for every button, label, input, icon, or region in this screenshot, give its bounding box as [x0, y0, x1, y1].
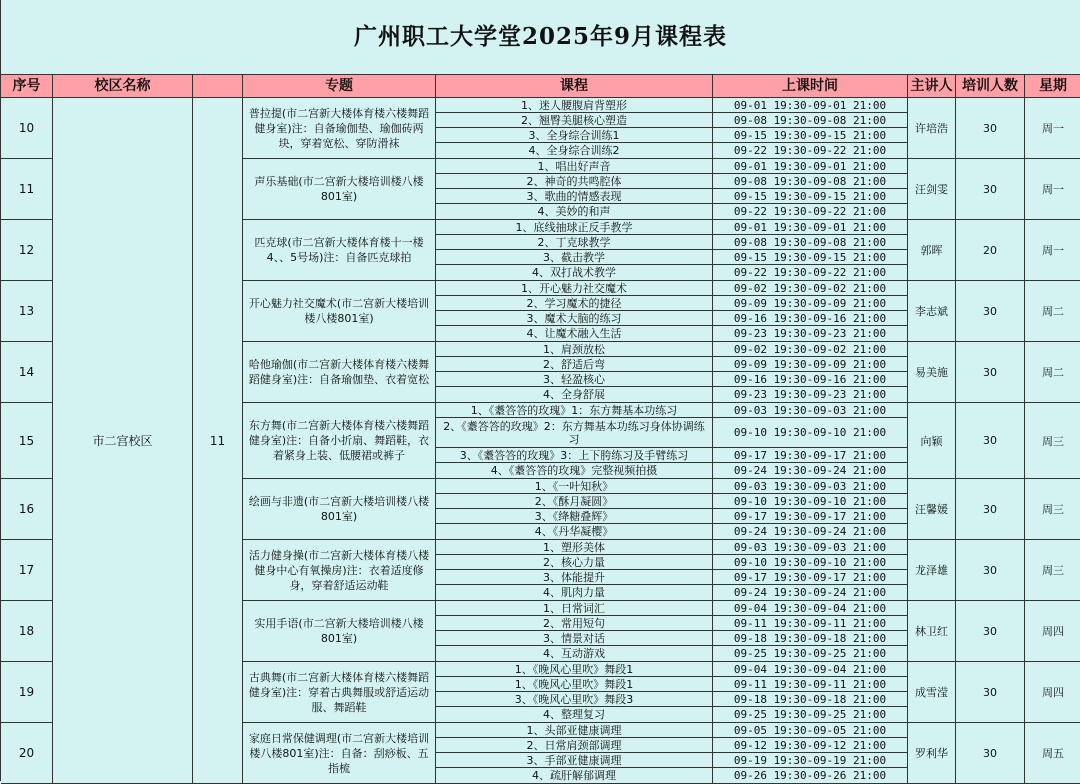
course-cell: 4、全身综合训练2 — [436, 143, 713, 158]
time-cell: 09-24 19:30-09-24 21:00 — [713, 524, 908, 539]
header-count: 培训人数 — [956, 75, 1025, 97]
course-cell: 4、让魔术融入生活 — [436, 326, 713, 341]
course-cell: 3、魔术大脑的练习 — [436, 311, 713, 326]
time-cell: 09-16 19:30-09-16 21:00 — [713, 372, 908, 387]
time-cell: 09-09 19:30-09-09 21:00 — [713, 357, 908, 372]
weekday-cell: 周四 — [1042, 625, 1064, 638]
topic-cell: 开心魅力社交魔术(市二宫新大楼培训楼八楼801室) — [243, 281, 436, 341]
count-cell: 30 — [956, 662, 1025, 722]
course-cell: 1、迷人腰腹肩背塑形 — [436, 98, 713, 113]
course-cell: 3、手部亚健康调理 — [436, 753, 713, 768]
count-cell: 30 — [956, 159, 1025, 219]
topic-cell: 匹克球(市二宫新大楼体育楼十一楼4、、5号场)注：自备匹克球拍 — [243, 220, 436, 280]
topic-column — [243, 98, 1080, 784]
course-cell: 2、《酥月凝圆》 — [436, 494, 713, 509]
header-seq: 序号 — [1, 75, 53, 97]
course-cell: 1、《晚风心里吹》舞段1 — [436, 677, 713, 692]
session-list — [436, 281, 908, 341]
table-row — [243, 220, 1080, 281]
time-cell: 09-03 19:30-09-03 21:00 — [713, 540, 908, 555]
topic-cell: 实用手语(市二宫新大楼培训楼八楼801室) — [243, 601, 436, 661]
lecturer-cell: 向颖 — [908, 403, 956, 478]
course-cell: 3、情景对话 — [436, 631, 713, 646]
course-cell: 2、舒适后弯 — [436, 357, 713, 372]
session-list — [436, 662, 908, 722]
time-cell: 09-25 19:30-09-25 21:00 — [713, 707, 908, 722]
course-cell: 3、截击教学 — [436, 250, 713, 265]
course-cell: 4、互动游戏 — [436, 646, 713, 661]
course-cell: 2、神奇的共鸣腔体 — [436, 174, 713, 189]
seq-cell: 12 — [1, 220, 53, 281]
time-cell: 09-22 19:30-09-22 21:00 — [713, 143, 908, 158]
lecturer-cell: 汪剑雯 — [908, 159, 956, 219]
topic-cell: 东方舞(市二宫新大楼体育楼六楼舞蹈健身室)注：自备小折扇、舞蹈鞋，衣着紧身上装、低腰裙或裤子 — [243, 403, 436, 478]
weekday-cell: 周一 — [1042, 122, 1064, 135]
time-cell: 09-22 19:30-09-22 21:00 — [713, 265, 908, 280]
table-row — [243, 342, 1080, 403]
session-list — [436, 220, 908, 280]
seq-cell: 13 — [1, 281, 53, 342]
table-row — [243, 723, 1080, 784]
count-cell: 30 — [956, 342, 1025, 402]
count-cell: 30 — [956, 540, 1025, 600]
table-header — [1, 75, 1080, 98]
header-weekday: 星期 — [1039, 78, 1067, 94]
course-cell: 1、底线抽球正反手教学 — [436, 220, 713, 235]
course-cell: 2、日常肩颈部调理 — [436, 738, 713, 753]
table-row — [243, 98, 1080, 159]
seq-cell: 10 — [1, 98, 53, 159]
course-cell: 2、《耋答答的玫瑰》2：东方舞基本功练习身体协调练习 — [436, 418, 713, 448]
lecturer-cell: 易美施 — [908, 342, 956, 402]
time-cell: 09-09 19:30-09-09 21:00 — [713, 296, 908, 311]
course-cell: 4、《丹华凝樱》 — [436, 524, 713, 539]
total-count-cell: 11 — [193, 98, 243, 784]
header-blank — [193, 75, 243, 97]
time-cell: 09-08 19:30-09-08 21:00 — [713, 235, 908, 250]
seq-column — [1, 98, 53, 784]
time-cell: 09-24 19:30-09-24 21:00 — [713, 585, 908, 600]
session-list — [436, 540, 908, 600]
course-cell: 1、《一叶知秋》 — [436, 479, 713, 494]
table-body — [1, 98, 1080, 784]
course-cell: 2、学习魔术的捷径 — [436, 296, 713, 311]
table-row — [243, 479, 1080, 540]
course-cell: 4、双打战术教学 — [436, 265, 713, 280]
campus-cell: 市二宫校区 — [53, 98, 193, 784]
table-row — [243, 540, 1080, 601]
time-cell: 09-15 19:30-09-15 21:00 — [713, 189, 908, 204]
table-row — [243, 281, 1080, 342]
course-cell: 1、日常词汇 — [436, 601, 713, 616]
time-cell: 09-05 19:30-09-05 21:00 — [713, 723, 908, 738]
lecturer-cell: 龙泽雄 — [908, 540, 956, 600]
header-campus: 校区名称 — [53, 75, 193, 97]
topic-cell: 哈他瑜伽(市二宫新大楼体育楼六楼舞蹈健身室)注：自备瑜伽垫、衣着宽松 — [243, 342, 436, 402]
topic-cell: 古典舞(市二宫新大楼体育楼六楼舞蹈健身室)注：穿着古典舞服或舒适运动服、舞蹈鞋 — [243, 662, 436, 722]
time-cell: 09-22 19:30-09-22 21:00 — [713, 204, 908, 219]
seq-cell: 16 — [1, 479, 53, 540]
course-cell: 4、美妙的和声 — [436, 204, 713, 219]
header-time: 上课时间 — [713, 75, 908, 97]
session-list — [436, 98, 908, 158]
course-cell: 4、全身舒展 — [436, 387, 713, 402]
time-cell: 09-11 19:30-09-11 21:00 — [713, 616, 908, 631]
course-cell: 2、丁克球教学 — [436, 235, 713, 250]
course-cell: 4、《耋答答的玫瑰》完整视频拍摄 — [436, 463, 713, 478]
course-cell: 1、《晚风心里吹》舞段1 — [436, 662, 713, 677]
course-cell: 3、《晚风心里吹》舞段3 — [436, 692, 713, 707]
session-list — [436, 479, 908, 539]
time-cell: 09-17 19:30-09-17 21:00 — [713, 570, 908, 585]
course-cell: 2、核心力量 — [436, 555, 713, 570]
time-cell: 09-01 19:30-09-01 21:00 — [713, 159, 908, 174]
lecturer-cell: 郭晖 — [908, 220, 956, 280]
lecturer-cell: 李志斌 — [908, 281, 956, 341]
lecturer-cell: 许培浩 — [908, 98, 956, 158]
course-cell: 3、轻盈核心 — [436, 372, 713, 387]
course-cell: 2、翘臀美腿核心塑造 — [436, 113, 713, 128]
session-list — [436, 601, 908, 661]
time-cell: 09-18 19:30-09-18 21:00 — [713, 631, 908, 646]
time-cell: 09-15 19:30-09-15 21:00 — [713, 250, 908, 265]
seq-cell: 14 — [1, 342, 53, 403]
time-cell: 09-17 19:30-09-17 21:00 — [713, 509, 908, 524]
course-cell: 1、《耋答答的玫瑰》1：东方舞基本功练习 — [436, 403, 713, 418]
course-cell: 3、体能提升 — [436, 570, 713, 585]
weekday-cell: 周二 — [1042, 305, 1064, 318]
time-cell: 09-11 19:30-09-11 21:00 — [713, 677, 908, 692]
time-cell: 09-18 19:30-09-18 21:00 — [713, 692, 908, 707]
time-cell: 09-01 19:30-09-01 21:00 — [713, 220, 908, 235]
table-row — [243, 662, 1080, 723]
course-cell: 4、疏肝解郁调理 — [436, 768, 713, 783]
weekday-cell: 周一 — [1042, 244, 1064, 257]
course-cell: 1、肩颈放松 — [436, 342, 713, 357]
count-cell: 20 — [956, 220, 1025, 280]
seq-cell: 18 — [1, 601, 53, 662]
count-cell: 30 — [956, 281, 1025, 341]
time-cell: 09-10 19:30-09-10 21:00 — [713, 418, 908, 448]
time-cell: 09-23 19:30-09-23 21:00 — [713, 326, 908, 341]
time-cell: 09-01 19:30-09-01 21:00 — [713, 98, 908, 113]
course-cell: 3、《耋答答的玫瑰》3：上下胯练习及手臂练习 — [436, 448, 713, 463]
time-cell: 09-16 19:30-09-16 21:00 — [713, 311, 908, 326]
time-cell: 09-23 19:30-09-23 21:00 — [713, 387, 908, 402]
course-cell: 3、《绛糖叠辉》 — [436, 509, 713, 524]
time-cell: 09-08 19:30-09-08 21:00 — [713, 113, 908, 128]
weekday-cell: 周二 — [1042, 366, 1064, 379]
topic-cell: 普拉提(市二宫新大楼体育楼六楼舞蹈健身室)注：自备瑜伽垫、瑜伽砖两块，穿着宽松、穿防滑袜 — [243, 98, 436, 158]
time-cell: 09-03 19:30-09-03 21:00 — [713, 479, 908, 494]
topic-cell: 活力健身操(市二宫新大楼体育楼八楼健身中心有氧操房)注：衣着适度修身，穿着舒适运动鞋 — [243, 540, 436, 600]
header-course: 课程 — [436, 75, 713, 97]
table-row — [243, 601, 1080, 662]
table-row — [243, 159, 1080, 220]
time-cell: 09-02 19:30-09-02 21:00 — [713, 342, 908, 357]
time-cell: 09-17 19:30-09-17 21:00 — [713, 448, 908, 463]
weekday-cell: 周五 — [1042, 747, 1064, 760]
topic-cell: 家庭日常保健调理(市二宫新大楼培训楼八楼801室)注：自备：刮痧板、五指梳 — [243, 723, 436, 783]
session-list — [436, 159, 908, 219]
time-cell: 09-10 19:30-09-10 21:00 — [713, 555, 908, 570]
seq-cell: 17 — [1, 540, 53, 601]
weekday-cell: 周三 — [1042, 434, 1064, 448]
table-row — [243, 403, 1080, 479]
course-cell: 1、塑形美体 — [436, 540, 713, 555]
time-cell: 09-26 19:30-09-26 21:00 — [713, 768, 908, 783]
course-cell: 4、肌肉力量 — [436, 585, 713, 600]
count-cell: 30 — [956, 601, 1025, 661]
time-cell: 09-19 19:30-09-19 21:00 — [713, 753, 908, 768]
seq-cell: 11 — [1, 159, 53, 220]
time-cell: 09-12 19:30-09-12 21:00 — [713, 738, 908, 753]
count-cell: 30 — [956, 403, 1025, 478]
time-cell: 09-03 19:30-09-03 21:00 — [713, 403, 908, 418]
time-cell: 09-08 19:30-09-08 21:00 — [713, 174, 908, 189]
time-cell: 09-10 19:30-09-10 21:00 — [713, 494, 908, 509]
course-cell: 1、唱出好声音 — [436, 159, 713, 174]
header-topic: 专题 — [243, 75, 436, 97]
page-title: 广州职工大学堂2025年9月课程表 — [1, 0, 1080, 75]
session-list — [436, 403, 908, 478]
course-cell: 1、开心魅力社交魔术 — [436, 281, 713, 296]
time-cell: 09-25 19:30-09-25 21:00 — [713, 646, 908, 661]
time-cell: 09-24 19:30-09-24 21:00 — [713, 463, 908, 478]
lecturer-cell: 林卫红 — [908, 601, 956, 661]
session-list — [436, 342, 908, 402]
course-cell: 3、歌曲的情感表现 — [436, 189, 713, 204]
lecturer-cell: 罗利华 — [908, 723, 956, 783]
time-cell: 09-04 19:30-09-04 21:00 — [713, 601, 908, 616]
weekday-cell: 周三 — [1042, 564, 1064, 577]
course-cell: 3、全身综合训练1 — [436, 128, 713, 143]
count-cell: 30 — [956, 723, 1025, 783]
time-cell: 09-02 19:30-09-02 21:00 — [713, 281, 908, 296]
course-cell: 4、整理复习 — [436, 707, 713, 722]
weekday-cell: 周四 — [1042, 686, 1064, 699]
count-cell: 30 — [956, 98, 1025, 158]
course-cell: 1、头部亚健康调理 — [436, 723, 713, 738]
count-cell: 30 — [956, 479, 1025, 539]
seq-cell: 19 — [1, 662, 53, 723]
header-lecturer: 主讲人 — [908, 75, 956, 97]
seq-cell: 15 — [1, 403, 53, 479]
time-cell: 09-15 19:30-09-15 21:00 — [713, 128, 908, 143]
lecturer-cell: 汪馨媛 — [908, 479, 956, 539]
course-cell: 2、常用短句 — [436, 616, 713, 631]
topic-cell: 声乐基础(市二宫新大楼培训楼八楼801室) — [243, 159, 436, 219]
weekday-cell: 周一 — [1042, 183, 1064, 196]
lecturer-cell: 成雪滢 — [908, 662, 956, 722]
topic-cell: 绘画与非遗(市二宫新大楼培训楼八楼801室) — [243, 479, 436, 539]
time-cell: 09-04 19:30-09-04 21:00 — [713, 662, 908, 677]
session-list — [436, 723, 908, 783]
weekday-cell: 周三 — [1042, 503, 1064, 516]
seq-cell: 20 — [1, 723, 53, 784]
